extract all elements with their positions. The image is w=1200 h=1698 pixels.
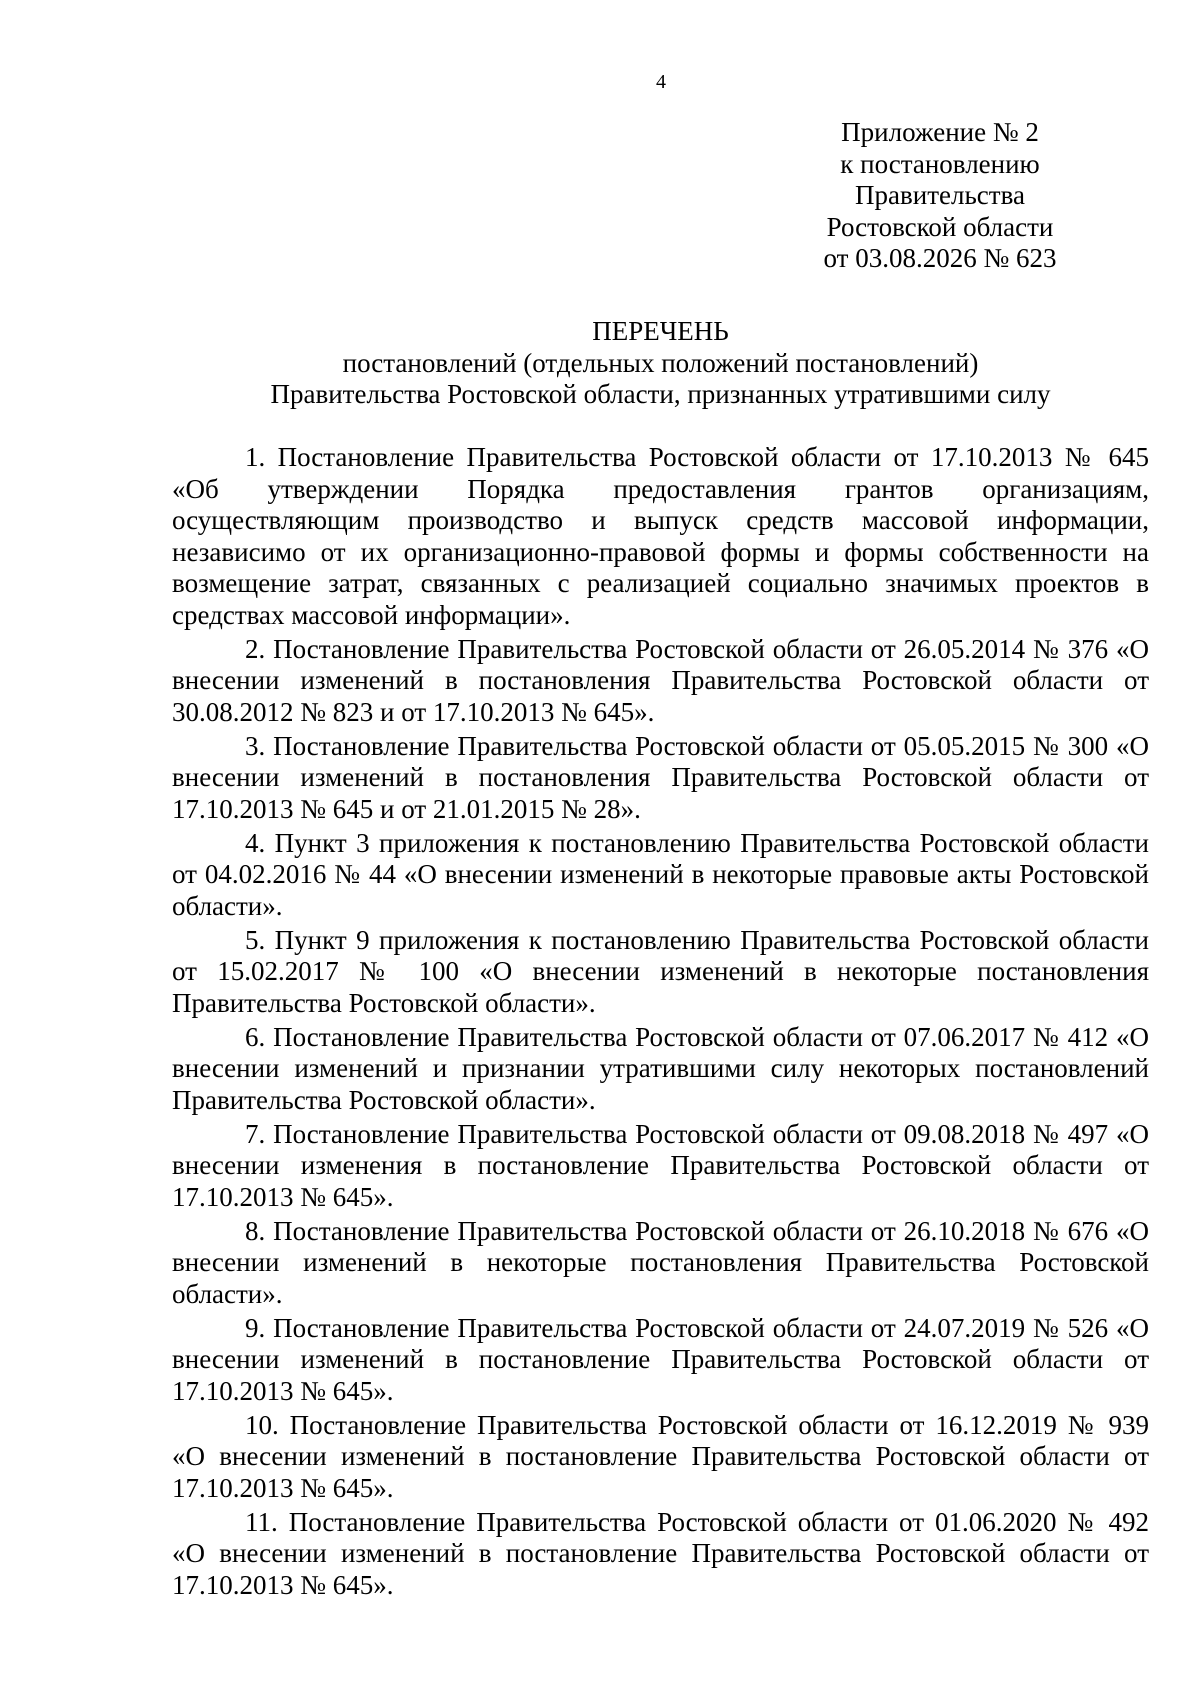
appendix-authority: Правительства — [855, 180, 1025, 210]
appendix-title: Приложение № 2 — [841, 117, 1039, 147]
list-item: 1. Постановление Правительства Ростовской области от 17.10.2013 № 645 «Об утверждении Порядка предоставления грантов организациям, осуществляющим производство и выпуск средств массовой информации, независимо от их организационно-правовой формы и формы собственности на возмещение затрат, связанных с реализацией социально значимых проектов в средствах массовой информации». — [172, 442, 1149, 630]
list-item: 8. Постановление Правительства Ростовской области от 26.10.2018 № 676 «О внесении изменений в некоторые постановления Правительства Ростовской области». — [172, 1215, 1149, 1309]
resolutions-list — [172, 442, 1149, 1604]
document-title — [172, 316, 1149, 411]
list-item: 10. Постановление Правительства Ростовской области от 16.12.2019 № 939 «О внесении изменений в постановление Правительства Ростовской области от 17.10.2013 № 645». — [172, 1409, 1149, 1503]
list-item: 7. Постановление Правительства Ростовской области от 09.08.2018 № 497 «О внесении изменения в постановление Правительства Ростовской области от 17.10.2013 № 645». — [172, 1118, 1149, 1212]
list-item: 9. Постановление Правительства Ростовской области от 24.07.2019 № 526 «О внесении изменений в постановление Правительства Ростовской области от 17.10.2013 № 645». — [172, 1312, 1149, 1406]
appendix-date-number: от 03.08.2026 № 623 — [823, 243, 1057, 273]
list-item: 6. Постановление Правительства Ростовской области от 07.06.2017 № 412 «О внесении изменений и признании утратившими силу некоторых постановлений Правительства Ростовской области». — [172, 1021, 1149, 1115]
list-item: 3. Постановление Правительства Ростовской области от 05.05.2015 № 300 «О внесении изменений в постановления Правительства Ростовской области от 17.10.2013 № 645 и от 21.01.2015 № 28». — [172, 730, 1149, 824]
list-item: 5. Пункт 9 приложения к постановлению Правительства Ростовской области от 15.02.2017 № 100 «О внесении изменений в некоторые постановления Правительства Ростовской области». — [172, 924, 1149, 1018]
title-subtitle-2: Правительства Ростовской области, признанных утратившими силу — [270, 379, 1051, 409]
list-item: 4. Пункт 3 приложения к постановлению Правительства Ростовской области от 04.02.2016 № 44 «О внесении изменений в некоторые правовые акты Ростовской области». — [172, 827, 1149, 921]
title-heading: ПЕРЕЧЕНЬ — [592, 316, 729, 346]
appendix-header — [790, 117, 1090, 275]
page-number: 4 — [656, 71, 666, 93]
list-item: 11. Постановление Правительства Ростовской области от 01.06.2020 № 492 «О внесении изменений в постановление Правительства Ростовской области от 17.10.2013 № 645». — [172, 1506, 1149, 1600]
list-item: 2. Постановление Правительства Ростовской области от 26.05.2014 № 376 «О внесении изменений в постановления Правительства Ростовской области от 30.08.2012 № 823 и от 17.10.2013 № 645». — [172, 633, 1149, 727]
appendix-reference: к постановлению — [840, 148, 1040, 179]
title-subtitle: постановлений (отдельных положений постановлений) — [342, 347, 979, 378]
appendix-region: Ростовской области — [826, 211, 1054, 242]
